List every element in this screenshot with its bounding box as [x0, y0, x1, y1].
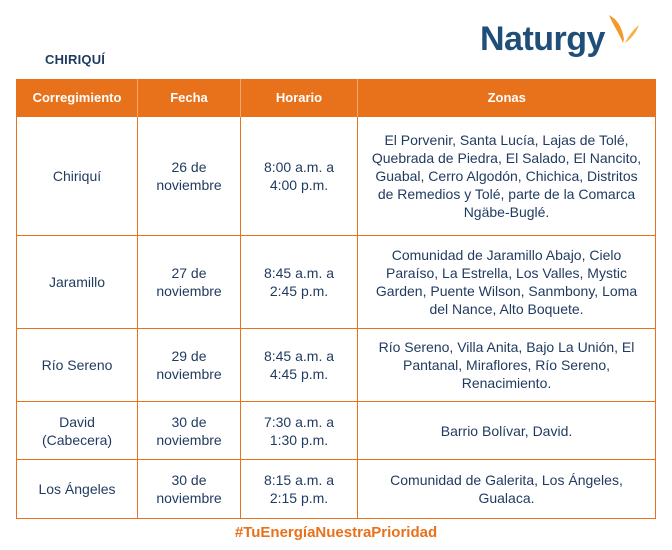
region-title: CHIRIQUÍ — [45, 52, 106, 67]
table-row — [17, 402, 656, 460]
table-header-row — [17, 79, 656, 117]
cell-fecha: 29 de noviembre — [138, 329, 241, 402]
cell-zonas: Río Sereno, Villa Anita, Bajo La Unión, El Pantanal, Miraflores, Río Sereno, Renacimiento. — [358, 329, 656, 402]
header-zonas: Zonas — [358, 79, 656, 117]
cell-horario: 8:00 a.m. a 4:00 p.m. — [241, 117, 358, 236]
cell-fecha: 30 de noviembre — [138, 402, 241, 460]
cell-horario: 8:45 a.m. a 2:45 p.m. — [241, 236, 358, 329]
header-corregimiento: Corregimiento — [17, 79, 138, 117]
schedule-table — [16, 79, 656, 519]
header-fecha: Fecha — [138, 79, 241, 117]
table-row — [17, 236, 656, 329]
cell-horario: 8:15 a.m. a 2:15 p.m. — [241, 460, 358, 519]
cell-fecha: 30 de noviembre — [138, 460, 241, 519]
cell-zonas: Comunidad de Jaramillo Abajo, Cielo Paraíso, La Estrella, Los Valles, Mystic Garden, Puente Wilson, Sanmbony, Loma del Nance, Alto Boquete. — [358, 236, 656, 329]
cell-zonas: El Porvenir, Santa Lucía, Lajas de Tolé, Quebrada de Piedra, El Salado, El Nancito, Guabal, Cerro Algodón, Chichica, Distritos de Remedios y Tolé, parte de la Comarca Ngäbe-Buglé. — [358, 117, 656, 236]
butterfly-icon — [607, 13, 641, 47]
cell-fecha: 27 de noviembre — [138, 236, 241, 329]
table-row — [17, 460, 656, 519]
cell-corregimiento: Jaramillo — [17, 236, 138, 329]
cell-zonas: Comunidad de Galerita, Los Ángeles, Gualaca. — [358, 460, 656, 519]
cell-horario: 7:30 a.m. a 1:30 p.m. — [241, 402, 358, 460]
table-row — [17, 117, 656, 236]
cell-corregimiento: David (Cabecera) — [17, 402, 138, 460]
header-horario: Horario — [241, 79, 358, 117]
cell-corregimiento: Chiriquí — [17, 117, 138, 236]
cell-fecha: 26 de noviembre — [138, 117, 241, 236]
cell-zonas: Barrio Bolívar, David. — [358, 402, 656, 460]
naturgy-logo — [480, 14, 641, 64]
cell-horario: 8:45 a.m. a 4:45 p.m. — [241, 329, 358, 402]
table-row — [17, 329, 656, 402]
logo-wordmark: Naturgy — [480, 20, 605, 58]
cell-corregimiento: Río Sereno — [17, 329, 138, 402]
campaign-hashtag: #TuEnergíaNuestraPrioridad — [234, 524, 438, 541]
cell-corregimiento: Los Ángeles — [17, 460, 138, 519]
